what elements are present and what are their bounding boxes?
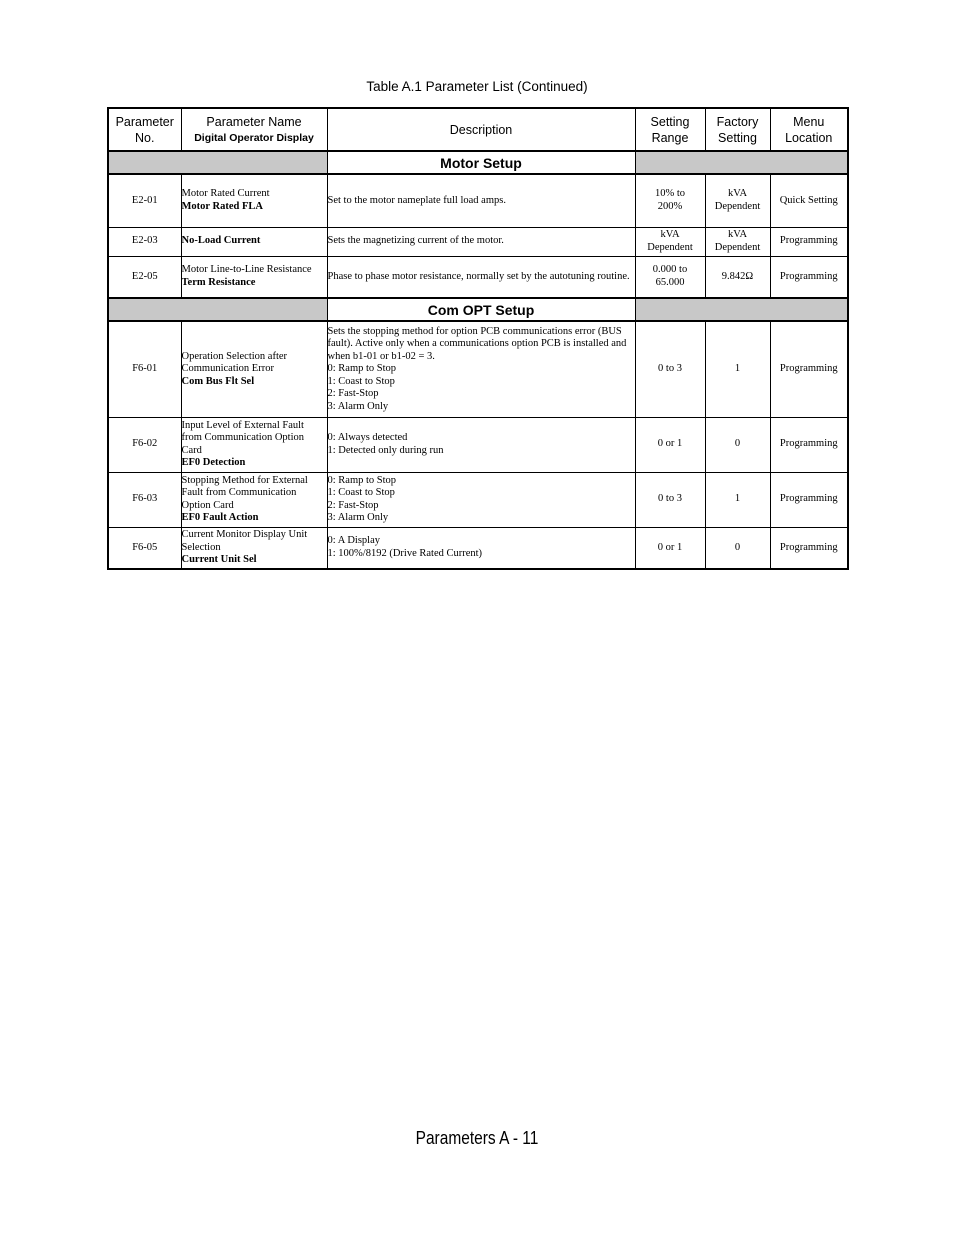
parameter-no: F6-05 [108, 527, 181, 569]
parameter-no: E2-01 [108, 174, 181, 227]
description-cell [327, 256, 635, 298]
table-row [108, 472, 848, 527]
description-line: 3: Alarm Only [327, 400, 389, 412]
table-row [108, 227, 848, 256]
table-row [108, 527, 848, 569]
parameter-name: Operation Selection after Communication Error [181, 350, 288, 374]
factory-setting: 1 [705, 472, 770, 527]
parameter-table [107, 107, 849, 570]
parameter-name: Current Monitor Display Unit Selection [181, 529, 308, 553]
parameter-name-cell [181, 527, 327, 569]
table-row [108, 417, 848, 472]
description-line: 1: 100%/8192 (Drive Rated Current) [327, 547, 483, 559]
description-line: Sets the stopping method for option PCB communications error (BUS fault). Active only when a communications option PCB is installed and when b1-01 or b1-02 = 3. [327, 325, 627, 362]
digital-operator-display: EF0 Fault Action [181, 512, 259, 523]
parameter-name-cell [181, 321, 327, 417]
digital-operator-display: EF0 Detection [181, 457, 246, 468]
digital-operator-display: Current Unit Sel [181, 554, 257, 565]
description-line: 1: Detected only during run [327, 444, 444, 456]
digital-operator-display: Com Bus Flt Sel [181, 375, 255, 387]
menu-location: Programming [770, 321, 848, 417]
header-row [108, 108, 848, 151]
parameter-no: F6-02 [108, 417, 181, 472]
table-body [108, 151, 848, 569]
header-setting-range: Setting Range [635, 108, 705, 151]
description-line: Sets the magnetizing current of the motor. [327, 235, 504, 247]
group-shade-left [108, 151, 327, 174]
group-shade-left [108, 298, 327, 321]
description-line: 2: Fast-Stop [327, 388, 379, 399]
description-line: 1: Coast to Stop [327, 375, 395, 387]
group-title: Motor Setup [327, 151, 635, 174]
description-cell [327, 321, 635, 417]
parameter-no: F6-01 [108, 321, 181, 417]
description-cell [327, 527, 635, 569]
menu-location: Programming [770, 472, 848, 527]
group-header-row [108, 298, 848, 321]
table-caption: Table A.1 Parameter List (Continued) [366, 79, 588, 94]
setting-range: 0 to 3 [635, 321, 705, 417]
menu-location: Programming [770, 227, 848, 256]
table-row [108, 321, 848, 417]
header-parameter-name [181, 108, 327, 151]
menu-location: Programming [770, 256, 848, 298]
description-line: 0: Ramp to Stop [327, 363, 397, 374]
factory-setting: 0 [705, 527, 770, 569]
description-line: 0: Ramp to Stop [327, 474, 397, 486]
digital-operator-display: Term Resistance [181, 276, 256, 288]
setting-range: 0 or 1 [635, 417, 705, 472]
setting-range: 0 to 3 [635, 472, 705, 527]
header-parameter-name-label: Parameter Name [206, 114, 302, 129]
parameter-name: Motor Rated Current [181, 188, 270, 200]
table-row [108, 256, 848, 298]
menu-location: Programming [770, 417, 848, 472]
header-factory-setting: Factory Setting [705, 108, 770, 151]
parameter-name-cell [181, 227, 327, 256]
parameter-no: F6-03 [108, 472, 181, 527]
setting-range: kVA Dependent [635, 227, 705, 256]
factory-setting: 1 [705, 321, 770, 417]
description-line: 0: A Display [327, 535, 381, 547]
parameter-name: Stopping Method for External Fault from Communication Option Card [181, 474, 308, 511]
setting-range: 0.000 to 65.000 [635, 256, 705, 298]
parameter-name-cell [181, 174, 327, 227]
group-shade-right [635, 298, 848, 321]
description-line: 1: Coast to Stop [327, 487, 395, 498]
description-line: 2: Fast-Stop [327, 499, 379, 511]
description-cell [327, 472, 635, 527]
factory-setting: 9.842Ω [705, 256, 770, 298]
description-line: 0: Always detected [327, 432, 408, 443]
header-description: Description [327, 108, 635, 151]
description-line: Phase to phase motor resistance, normally set by the autotuning routine. [327, 270, 630, 282]
setting-range: 10% to 200% [635, 174, 705, 227]
header-menu-location: Menu Location [770, 108, 848, 151]
setting-range: 0 or 1 [635, 527, 705, 569]
parameter-name-cell [181, 417, 327, 472]
parameter-name-cell [181, 256, 327, 298]
description-cell [327, 417, 635, 472]
description-cell [327, 227, 635, 256]
parameter-no: E2-03 [108, 227, 181, 256]
factory-setting: kVA Dependent [705, 227, 770, 256]
menu-location: Programming [770, 527, 848, 569]
factory-setting: 0 [705, 417, 770, 472]
parameter-no: E2-05 [108, 256, 181, 298]
table-row [108, 174, 848, 227]
digital-operator-display: No-Load Current [181, 235, 261, 247]
header-digital-operator-display: Digital Operator Display [194, 131, 314, 144]
group-shade-right [635, 151, 848, 174]
parameter-name: Motor Line-to-Line Resistance [181, 264, 312, 276]
description-line: Set to the motor nameplate full load amps. [327, 194, 506, 206]
description-line: 3: Alarm Only [327, 512, 389, 523]
factory-setting: kVA Dependent [705, 174, 770, 227]
digital-operator-display: Motor Rated FLA [181, 200, 263, 212]
header-parameter-no: Parameter No. [108, 108, 181, 151]
group-title: Com OPT Setup [327, 298, 635, 321]
page-footer: Parameters A - 11 [415, 1128, 539, 1148]
group-header-row [108, 151, 848, 174]
menu-location: Quick Setting [770, 174, 848, 227]
parameter-name: Input Level of External Fault from Communication Option Card [181, 419, 304, 456]
parameter-name-cell [181, 472, 327, 527]
description-cell [327, 174, 635, 227]
